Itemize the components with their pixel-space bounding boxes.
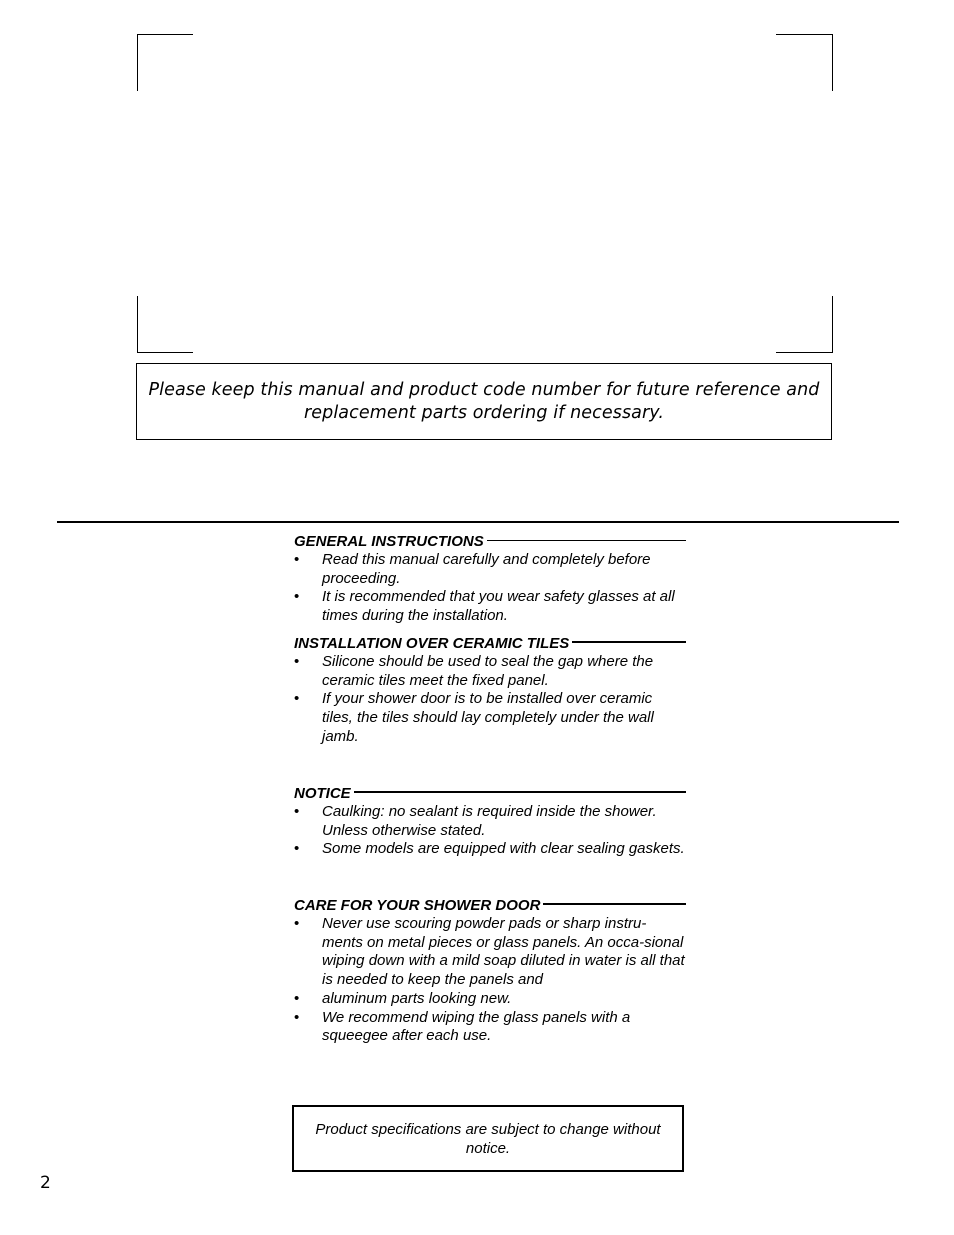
list-item [294,653,686,690]
section-heading [294,634,686,653]
list-item-text: Read this manual carefully and completely before proceeding. [322,551,651,587]
heading-rule [572,641,686,643]
section-heading [294,532,686,551]
list-item [294,588,686,625]
instructions-column [294,532,686,1046]
crop-mark-top-right [776,34,833,91]
section-care-for-your-shower-door [294,896,686,1046]
bullet-icon: • [294,653,300,670]
heading-rule [487,540,686,541]
list-item [294,840,686,859]
bullet-icon: • [294,803,300,820]
bullet-list [294,551,686,626]
section-heading-text: CARE FOR YOUR SHOWER DOOR [294,897,541,914]
keep-manual-notice-text: Please keep this manual and product code number for future reference and replacement parts ordering if necessary. [148,379,820,423]
bullet-icon: • [294,690,300,708]
crop-mark-top-left [137,34,193,91]
heading-rule [543,903,686,905]
list-item-text: Caulking: no sealant is required inside the shower. Unless otherwise stated. [322,803,657,839]
bullet-icon: • [294,989,300,1007]
bullet-icon: • [294,1008,300,1026]
list-item [294,1009,686,1046]
list-item [294,551,686,588]
bullet-list [294,653,686,747]
heading-rule [354,791,686,793]
section-notice [294,784,686,896]
list-item-text: It is recommended that you wear safety glasses at all times during the installation. [322,588,675,625]
specifications-notice-box [292,1105,684,1172]
page-number: 2 [40,1173,51,1193]
crop-mark-bottom-left [137,296,193,353]
list-item [294,915,686,990]
section-heading-text: NOTICE [294,785,351,802]
specifications-notice-text: Product specifications are subject to change without notice. [315,1120,661,1157]
section-heading [294,896,686,915]
section-installation-over-ceramic-tiles [294,634,686,784]
bullet-icon: • [294,588,300,606]
bullet-icon: • [294,551,300,568]
section-general-instructions [294,532,686,634]
list-item-text: We recommend wiping the glass panels with a squeegee after each use. [322,1008,631,1045]
list-item-text: Never use scouring powder pads or sharp instru-ments on metal pieces or glass panels. An occa-sional wiping down with a mild soap diluted in water is all that is needed to keep the panels and [322,915,685,989]
bullet-icon: • [294,915,300,932]
list-item-text: If your shower door is to be installed over ceramic tiles, the tiles should lay completely under the wall jamb. [322,690,654,745]
list-item [294,803,686,840]
list-item-text: Some models are equipped with clear sealing gaskets. [322,840,685,858]
bullet-list [294,803,686,859]
bullet-list [294,915,686,1046]
list-item [294,690,686,746]
horizontal-divider [57,521,899,523]
keep-manual-notice-box [136,363,832,440]
section-heading-text: INSTALLATION OVER CERAMIC TILES [294,635,570,652]
section-heading [294,784,686,803]
list-item-text: Silicone should be used to seal the gap where the ceramic tiles meet the fixed panel. [322,653,654,689]
list-item-text: aluminum parts looking new. [322,989,512,1007]
bullet-icon: • [294,840,300,858]
section-heading-text: GENERAL INSTRUCTIONS [294,533,484,550]
crop-mark-bottom-right [776,296,833,353]
list-item [294,990,686,1009]
